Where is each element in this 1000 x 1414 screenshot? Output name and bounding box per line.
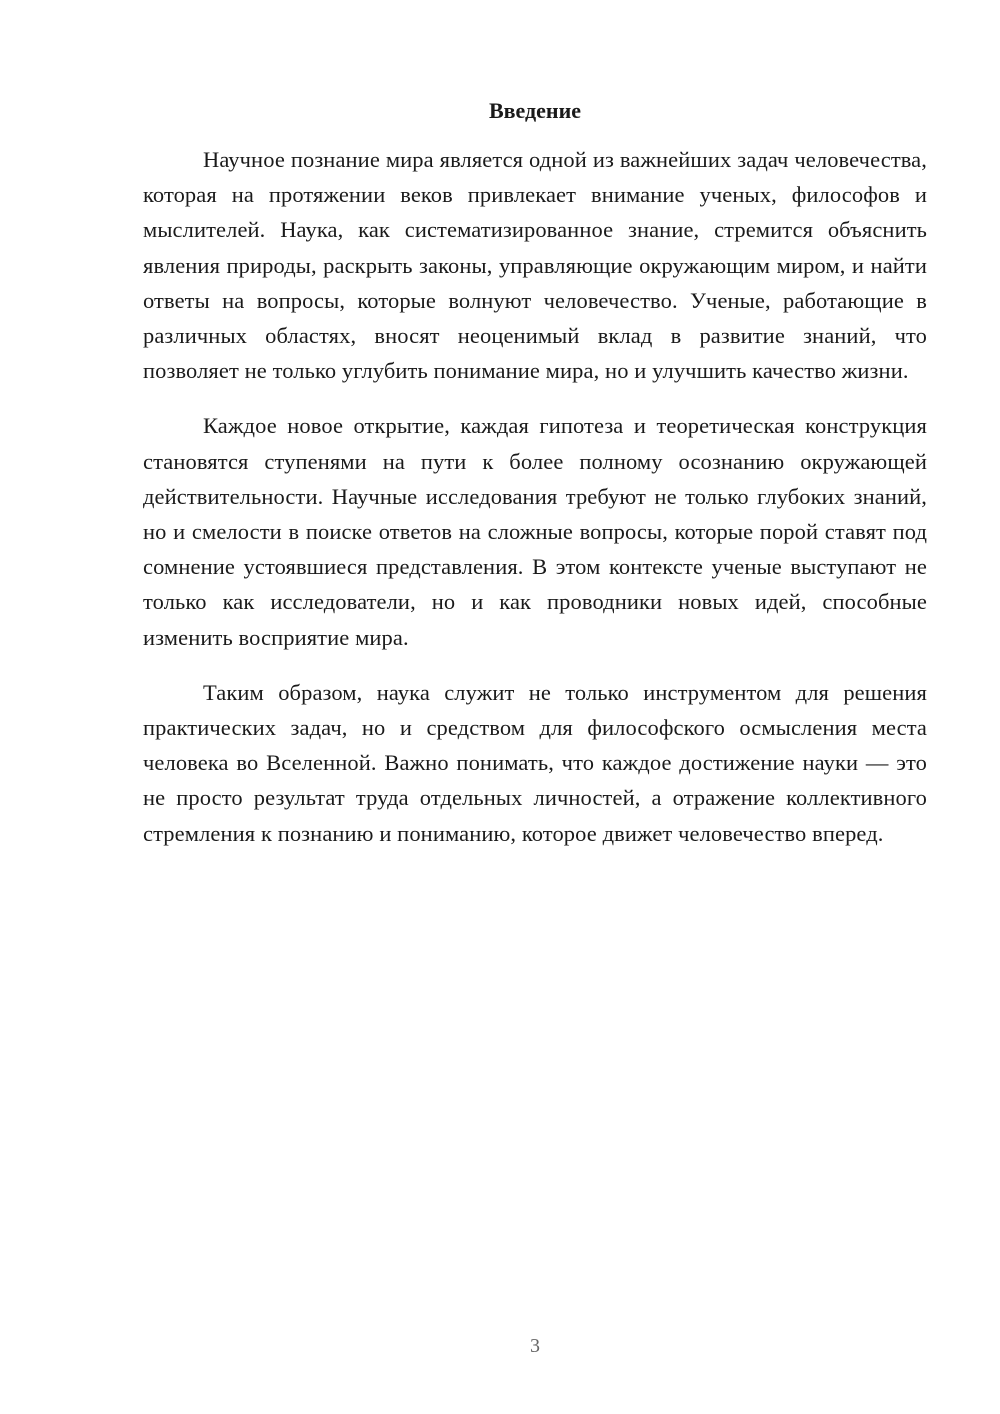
- paragraph-3: Таким образом, наука служит не только инструментом для решения практических задач, но и средством для философского осмысления места человека во Вселенной. Важно понимать, что каждое достижение науки — это не просто результат труда отдельных личностей, а отражение коллективного стремления к познанию и пониманию, которое движет человечество вперед.: [143, 679, 927, 846]
- page-title: Введение: [488, 98, 582, 123]
- body-text: [143, 142, 927, 871]
- paragraph-2: Каждое новое открытие, каждая гипотеза и теоретическая конструкция становятся ступенями на пути к более полному осознанию окружающей действительности. Научные исследования требуют не только глубоких знаний, но и смелости в поиске ответов на сложные вопросы, которые порой ставят под сомнение устоявшиеся представления. В этом контексте ученые выступают не только как исследователи, но и как проводники новых идей, способные изменить восприятие мира.: [143, 413, 927, 650]
- paragraph-1: Научное познание мира является одной из важнейших задач человечества, которая на протяжении веков привлекает внимание ученых, философов и мыслителей. Наука, как систематизированное знание, стремится объяснить явления природы, раскрыть законы, управляющие окружающим миром, и найти ответы на вопросы, которые волнуют человечество. Ученые, работающие в различных областях, вносят неоценимый вклад в развитие знаний, что позволяет не только углубить понимание мира, но и улучшить качество жизни.: [143, 147, 927, 384]
- page-number: 3: [530, 1335, 540, 1357]
